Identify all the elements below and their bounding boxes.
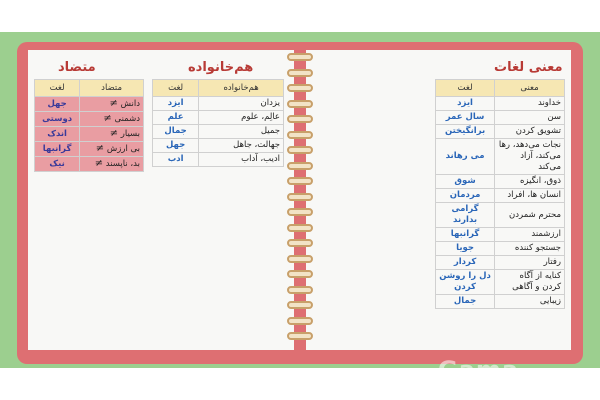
binding-ring — [283, 145, 317, 155]
vocabulary-title: معنی لغات — [494, 60, 563, 75]
table-row — [153, 125, 284, 139]
binding-ring — [283, 83, 317, 93]
opposite-cell — [80, 157, 144, 172]
opposite-word-header: لغت — [35, 80, 80, 97]
word-cell: جمال — [153, 125, 199, 139]
binding-ring — [283, 130, 317, 140]
binding-ring — [283, 176, 317, 186]
opposite-cell — [80, 112, 144, 127]
binding-ring — [283, 316, 317, 326]
word-cell: اندک — [35, 127, 80, 142]
opposite-cell — [80, 142, 144, 157]
table-row — [436, 228, 565, 242]
binding-ring — [283, 207, 317, 217]
not-equal-icon: ≠ — [103, 113, 112, 124]
binding-ring — [283, 269, 317, 279]
vocab-word-header: لغت — [436, 80, 495, 97]
binding-ring — [283, 161, 317, 171]
table-row — [436, 125, 565, 139]
table-row — [436, 270, 565, 295]
meaning-header: معنی — [495, 80, 565, 97]
table-row — [436, 111, 565, 125]
meaning-cell: کنایه از آگاه کردن و آگاهی — [495, 270, 565, 295]
word-cell: می رهاند — [436, 139, 495, 175]
word-cell: کردار — [436, 256, 495, 270]
opposite-cell — [80, 97, 144, 112]
family-cell: یزدان — [199, 97, 284, 111]
family-cell: ادیب، آداب — [199, 153, 284, 167]
opposite-title: متضاد — [58, 60, 96, 75]
word-cell: مردمان — [436, 189, 495, 203]
meaning-cell: رفتار — [495, 256, 565, 270]
family-cell: جمیل — [199, 125, 284, 139]
left-page — [28, 50, 294, 350]
table-row — [436, 242, 565, 256]
table-row — [436, 97, 565, 111]
binding-ring — [283, 192, 317, 202]
word-cell: ایزد — [436, 97, 495, 111]
meaning-cell: نجات می‌دهد، رها می‌کند، آزاد می‌کند — [495, 139, 565, 175]
opposite-cell — [80, 127, 144, 142]
binding-ring — [283, 238, 317, 248]
word-cell: جهل — [35, 97, 80, 112]
meaning-cell: زیبایی — [495, 295, 565, 309]
table-row — [436, 256, 565, 270]
meaning-cell: جستجو کننده — [495, 242, 565, 256]
meaning-cell: انسان ها، افراد — [495, 189, 565, 203]
table-row — [436, 175, 565, 189]
meaning-cell: محترم شمردن — [495, 203, 565, 228]
word-cell: علم — [153, 111, 199, 125]
word-cell: جویا — [436, 242, 495, 256]
family-table — [152, 79, 284, 167]
meaning-cell: سن — [495, 111, 565, 125]
word-cell: ایزد — [153, 97, 199, 111]
table-row — [35, 157, 144, 172]
family-cell: عالِم، علوم — [199, 111, 284, 125]
word-cell: گرانبها — [35, 142, 80, 157]
table-row — [35, 142, 144, 157]
opposite-header: متضاد — [80, 80, 144, 97]
word-cell: دوستی — [35, 112, 80, 127]
table-row — [153, 139, 284, 153]
vocabulary-table — [435, 79, 565, 309]
word-cell: سال عمر — [436, 111, 495, 125]
binding-ring — [283, 285, 317, 295]
word-cell: جمال — [436, 295, 495, 309]
word-cell: جهل — [153, 139, 199, 153]
right-page — [306, 50, 571, 350]
not-equal-icon: ≠ — [94, 158, 104, 169]
not-equal-icon: ≠ — [95, 143, 105, 154]
binding-ring — [283, 99, 317, 109]
word-cell: برانگیختن — [436, 125, 495, 139]
binding-ring — [283, 68, 317, 78]
word-cell: گرانبها — [436, 228, 495, 242]
watermark: Gama — [438, 356, 520, 384]
meaning-cell: خداوند — [495, 97, 565, 111]
binding-ring — [283, 114, 317, 124]
family-title: هم‌خانواده — [188, 60, 254, 75]
binding-ring — [283, 254, 317, 264]
binding-ring — [283, 52, 317, 62]
word-cell: نیک — [35, 157, 80, 172]
word-cell: گرامی بدارند — [436, 203, 495, 228]
binding-ring — [283, 300, 317, 310]
meaning-cell: ارزشمند — [495, 228, 565, 242]
table-row — [153, 153, 284, 167]
table-row — [35, 127, 144, 142]
opposite-table — [34, 79, 144, 172]
word-cell: شوق — [436, 175, 495, 189]
table-row — [153, 111, 284, 125]
meaning-cell: تشویق کردن — [495, 125, 565, 139]
table-row — [436, 295, 565, 309]
family-cell: جهالت، جاهل — [199, 139, 284, 153]
word-cell: دل را روشن کردن — [436, 270, 495, 295]
table-row — [436, 203, 565, 228]
table-row — [35, 112, 144, 127]
table-row — [436, 189, 565, 203]
opposite-text: بی ارزش — [106, 144, 140, 154]
opposite-text: دانش — [120, 99, 140, 109]
word-cell: ادب — [153, 153, 199, 167]
family-word-header: لغت — [153, 80, 199, 97]
opposite-text: بسیار — [120, 129, 140, 139]
binding-ring — [283, 331, 317, 341]
binding-ring — [283, 223, 317, 233]
table-row — [35, 97, 144, 112]
table-row — [153, 97, 284, 111]
table-row — [436, 139, 565, 175]
not-equal-icon: ≠ — [109, 128, 119, 139]
spiral-binding — [283, 52, 317, 352]
family-header: هم‌خانواده — [199, 80, 284, 97]
opposite-text: دشمنی — [114, 114, 140, 124]
not-equal-icon: ≠ — [109, 98, 118, 109]
meaning-cell: ذوق، انگیزه — [495, 175, 565, 189]
opposite-text: بد، ناپسند — [105, 159, 140, 169]
